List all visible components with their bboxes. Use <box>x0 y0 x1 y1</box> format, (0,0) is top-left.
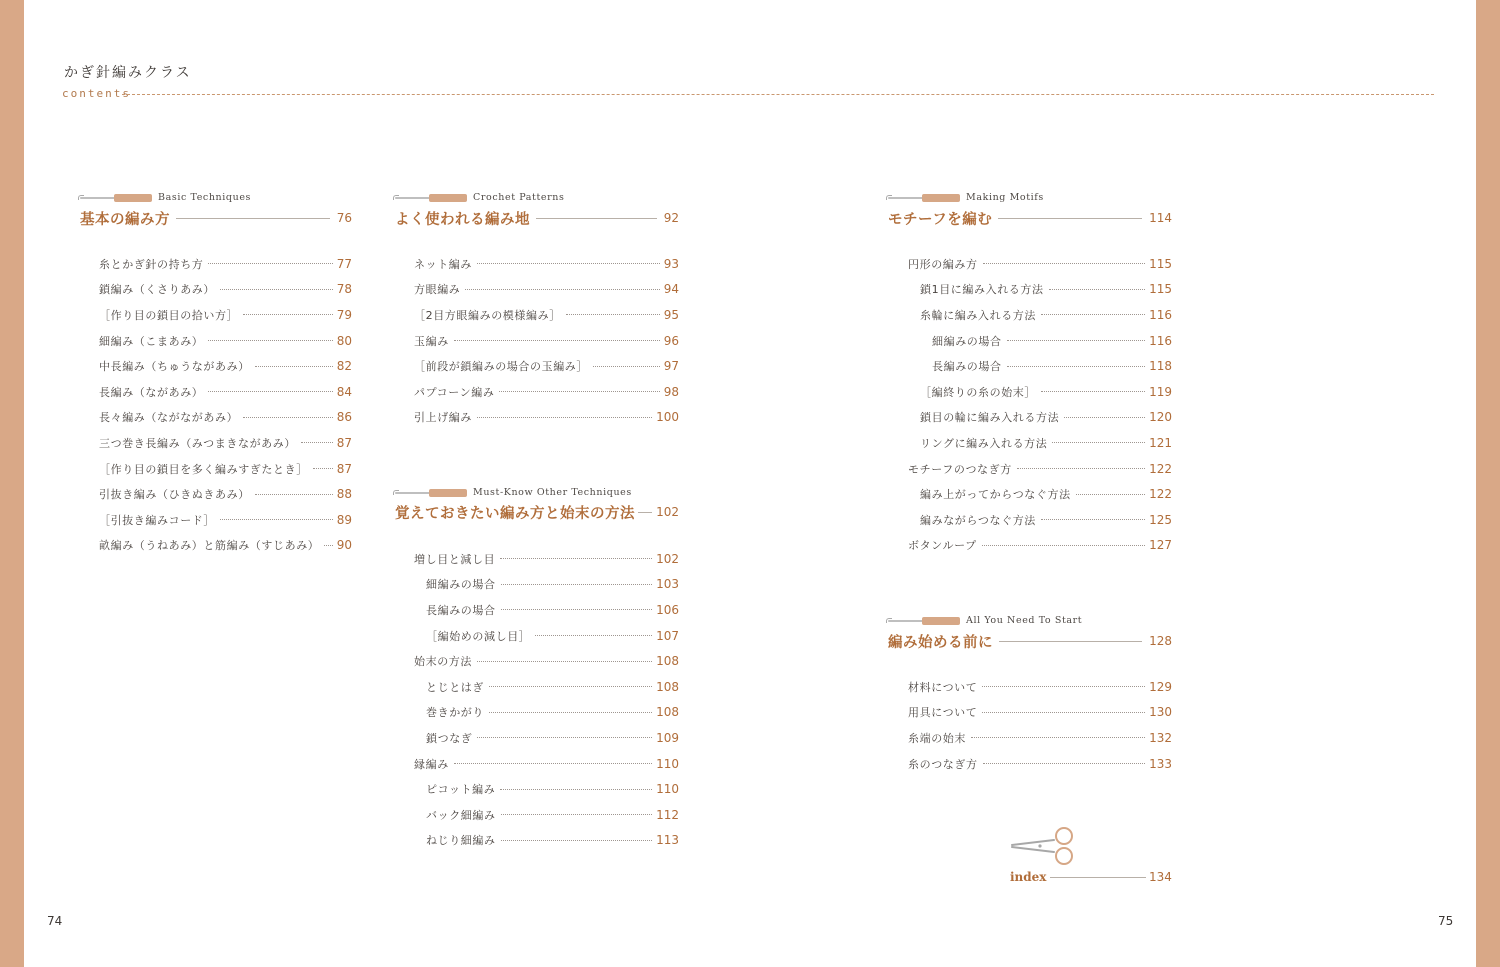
toc-entry[interactable]: ［引抜き編みコード］ 89 <box>99 512 352 527</box>
toc-entry[interactable]: 編み上がってからつなぐ方法 122 <box>920 487 1172 502</box>
crochet-hook-icon <box>395 489 467 497</box>
index-rule <box>1050 877 1146 878</box>
section-title: 覚えておきたい編み方と始末の方法 <box>395 505 635 522</box>
toc-entry[interactable]: 縁編み 110 <box>414 756 679 771</box>
toc-entry[interactable]: 材料について 129 <box>908 679 1172 694</box>
toc-entry[interactable]: 始末の方法 108 <box>414 654 679 669</box>
section-title: よく使われる編み地 <box>395 211 530 228</box>
page-number-right: 75 <box>1438 914 1454 928</box>
section-heading[interactable] <box>395 207 679 229</box>
section-heading[interactable] <box>888 630 1172 652</box>
toc-entry[interactable]: 細編み（こまあみ） 80 <box>99 333 352 348</box>
toc-entry[interactable]: ネット編み 93 <box>414 256 679 271</box>
toc-entry[interactable]: ［前段が鎖編みの場合の玉編み］ 97 <box>414 359 679 374</box>
index-page: 134 <box>1149 870 1172 884</box>
crochet-hook-icon <box>888 617 960 625</box>
crochet-hook-icon <box>395 194 467 202</box>
section-page: 114 <box>1149 211 1172 225</box>
toc-entry[interactable]: 鎖編み（くさりあみ） 78 <box>99 282 352 297</box>
section-title: 基本の編み方 <box>80 211 170 228</box>
toc-entry[interactable]: 玉編み 96 <box>414 333 679 348</box>
section-heading[interactable] <box>888 207 1172 229</box>
contents-dashed-rule <box>122 94 1434 95</box>
toc-entry[interactable]: 糸端の始末 132 <box>908 730 1172 745</box>
toc-entry[interactable]: ［編終りの糸の始末］ 119 <box>920 384 1172 399</box>
toc-entry[interactable]: 糸とかぎ針の持ち方 77 <box>99 256 352 271</box>
toc-entry[interactable]: 鎖つなぎ 109 <box>426 730 679 745</box>
toc-entry[interactable]: 長編み（ながあみ） 84 <box>99 384 352 399</box>
section-english-label: Crochet Patterns <box>473 192 565 203</box>
toc-entry[interactable]: 畝編み（うねあみ）と筋編み（すじあみ） 90 <box>99 538 352 553</box>
toc-entry[interactable]: ［2目方眼編みの模様編み］ 95 <box>414 307 679 322</box>
toc-entry[interactable]: ［作り目の鎖目を多く編みすぎたとき］ 87 <box>99 461 352 476</box>
toc-entry[interactable]: 細編みの場合 103 <box>426 577 679 592</box>
section-page: 102 <box>656 505 679 519</box>
toc-entry[interactable]: 鎖目の輪に編み入れる方法 120 <box>920 410 1172 425</box>
toc-entry[interactable]: 長編みの場合 106 <box>426 602 679 617</box>
toc-entry[interactable]: ねじり細編み 113 <box>426 833 679 848</box>
toc-entry[interactable]: リングに編み入れる方法 121 <box>920 435 1172 450</box>
section-heading[interactable] <box>80 207 352 229</box>
toc-entry[interactable]: 糸のつなぎ方 133 <box>908 756 1172 771</box>
section-english-label: Must-Know Other Techniques <box>473 487 632 498</box>
toc-entry[interactable]: 長々編み（ながながあみ） 86 <box>99 410 352 425</box>
toc-entry[interactable]: 円形の編み方 115 <box>908 256 1172 271</box>
toc-entry[interactable]: 増し目と減し目 102 <box>414 551 679 566</box>
section-page: 92 <box>663 211 679 225</box>
toc-entry[interactable]: パプコーン編み 98 <box>414 384 679 399</box>
toc-entry[interactable]: 三つ巻き長編み（みつまきながあみ） 87 <box>99 435 352 450</box>
section-english-label: All You Need To Start <box>966 615 1083 626</box>
index-link[interactable]: index <box>1010 870 1047 884</box>
book-title: かぎ針編みクラス <box>64 65 192 81</box>
toc-entry[interactable]: モチーフのつなぎ方 122 <box>908 461 1172 476</box>
crochet-hook-icon <box>80 194 152 202</box>
toc-entry[interactable]: ボタンループ 127 <box>908 538 1172 553</box>
toc-entry[interactable]: ピコット編み 110 <box>426 782 679 797</box>
section-english-label: Basic Techniques <box>158 192 252 203</box>
toc-entry[interactable]: ［作り目の鎖目の拾い方］ 79 <box>99 307 352 322</box>
section-title: モチーフを編む <box>888 211 993 228</box>
crochet-hook-icon <box>888 194 960 202</box>
toc-entry[interactable]: 引上げ編み 100 <box>414 410 679 425</box>
toc-entry[interactable]: 中長編み（ちゅうながあみ） 82 <box>99 359 352 374</box>
toc-entry[interactable]: 編みながらつなぐ方法 125 <box>920 512 1172 527</box>
toc-entry[interactable]: バック細編み 112 <box>426 807 679 822</box>
book-spread <box>24 0 1476 967</box>
section-english-label: Making Motifs <box>966 192 1044 203</box>
toc-entry[interactable]: 長編みの場合 118 <box>932 359 1172 374</box>
toc-entry[interactable]: 引抜き編み（ひきぬきあみ） 88 <box>99 487 352 502</box>
page-number-left: 74 <box>47 914 63 928</box>
toc-entry[interactable]: 細編みの場合 116 <box>932 333 1172 348</box>
toc-entry[interactable]: 方眼編み 94 <box>414 282 679 297</box>
section-title: 編み始める前に <box>888 634 993 651</box>
section-heading[interactable] <box>395 501 679 523</box>
toc-entry[interactable]: とじとはぎ 108 <box>426 679 679 694</box>
toc-entry[interactable]: ［編始めの減し目］ 107 <box>426 628 679 643</box>
toc-entry[interactable]: 鎖1目に編み入れる方法 115 <box>920 282 1172 297</box>
toc-entry[interactable]: 用具について 130 <box>908 705 1172 720</box>
toc-entry[interactable]: 巻きかがり 108 <box>426 705 679 720</box>
contents-label: contents <box>62 87 131 100</box>
section-page: 128 <box>1149 634 1172 648</box>
toc-entry[interactable]: 糸輪に編み入れる方法 116 <box>920 307 1172 322</box>
section-page: 76 <box>336 211 352 225</box>
scissors-icon <box>1010 826 1076 866</box>
